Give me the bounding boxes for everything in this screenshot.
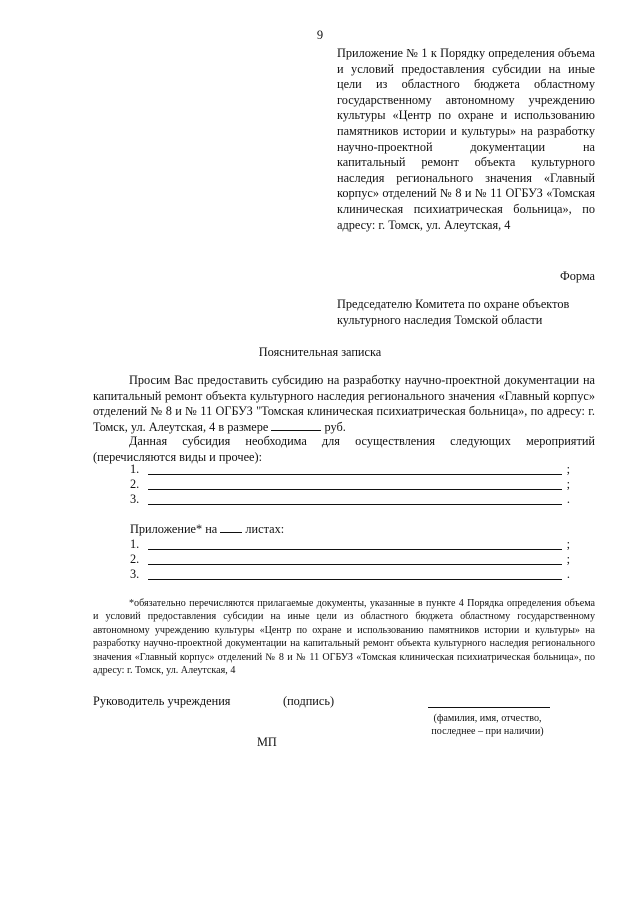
activity-end: .	[566, 492, 570, 506]
addressee-block	[337, 296, 607, 328]
attachment-suffix: листах:	[245, 522, 285, 536]
activity-number: 1.	[130, 462, 140, 476]
signature-label: (подпись)	[283, 694, 335, 708]
page-number: 9	[316, 28, 324, 42]
name-fill-line[interactable]	[428, 707, 550, 708]
attachment-prefix: Приложение* на	[130, 522, 218, 536]
activity-fill-line[interactable]	[148, 474, 562, 475]
attachment-heading	[130, 522, 284, 537]
footnote-text: *обязательно перечисляются прилагаемые документы, указанные в пункте 4 Порядка определения объема и условий предоставления субсидии на иные цели из областного бюджета областному государственному автономному учреждению культуры «Центр по охране и использованию памятников истории и культуры» на разработку научно-проектной документации на капитальный ремонт объекта культурного наследия регионального значения «Главный корпус» отделений № 8 и № 11 ОГБУЗ «Томская клиническая психиатрическая больница», по адресу: г. Томск, ул. Алеутская, 4	[93, 598, 595, 677]
attachment-fill-line[interactable]	[148, 579, 562, 580]
attachment-fill-line[interactable]	[148, 564, 562, 565]
sheet-count-field[interactable]	[220, 522, 242, 533]
attachment-fill-line[interactable]	[148, 549, 562, 550]
attachment-line[interactable]	[130, 552, 570, 568]
activity-end: ;	[566, 462, 570, 476]
name-caption-line-1: (фамилия, имя, отчество,	[433, 713, 542, 724]
activity-fill-line[interactable]	[148, 489, 562, 490]
attachment-number: 3.	[130, 567, 140, 581]
activity-line[interactable]	[130, 492, 570, 508]
activity-end: ;	[566, 477, 570, 491]
activity-line[interactable]	[130, 477, 570, 493]
attachment-line[interactable]	[130, 537, 570, 553]
attachment-line[interactable]	[130, 567, 570, 583]
attachment-number: 1.	[130, 537, 140, 551]
request-paragraph	[93, 373, 595, 435]
activities-paragraph	[93, 434, 595, 465]
currency-label: руб.	[324, 419, 346, 434]
activity-number: 2.	[130, 477, 140, 491]
addressee-line-2: культурного наследия Томской области	[337, 313, 543, 327]
request-text: Просим Вас предоставить субсидию на разработку научно-проектной документации на капитальный ремонт объекта культурного наследия регионального значения «Главный корпус» отделений № 8 и № 11 ОГБУЗ "Томская клиническая психиатрическая больница», по адресу: г. Томск, ул. Алеутская, 4 в размере	[93, 373, 595, 434]
addressee-line-1: Председателю Комитета по охране объектов	[337, 297, 570, 311]
attachment-number: 2.	[130, 552, 140, 566]
name-caption	[415, 712, 560, 738]
activity-number: 3.	[130, 492, 140, 506]
activity-line[interactable]	[130, 462, 570, 478]
form-label: Форма	[560, 269, 595, 283]
attachment-end: ;	[566, 552, 570, 566]
stamp-place-label: МП	[257, 735, 277, 749]
attachment-end: ;	[566, 537, 570, 551]
document-title: Пояснительная записка	[258, 345, 382, 359]
activity-fill-line[interactable]	[148, 504, 562, 505]
attachment-end: .	[566, 567, 570, 581]
appendix-header: Приложение № 1 к Порядку определения объема и условий предоставления субсидии на иные цели из областного бюджета областному государственному автономному учреждению культуры «Центр по охране и использованию памятников истории и культуры» на разработку научно-проектной документации на капитальный ремонт объекта культурного наследия регионального значения «Главный корпус» отделений № 8 и № 11 ОГБУЗ «Томская клиническая психиатрическая больница», по адресу: г. Томск, ул. Алеутская, 4	[337, 46, 595, 232]
head-of-institution-label: Руководитель учреждения	[93, 694, 231, 708]
footnote	[93, 597, 595, 677]
amount-field[interactable]	[271, 420, 321, 431]
activities-intro: Данная субсидия необходима для осуществления следующих мероприятий (перечисляются виды и прочее):	[93, 434, 595, 464]
name-caption-line-2: последнее – при наличии)	[431, 726, 544, 737]
